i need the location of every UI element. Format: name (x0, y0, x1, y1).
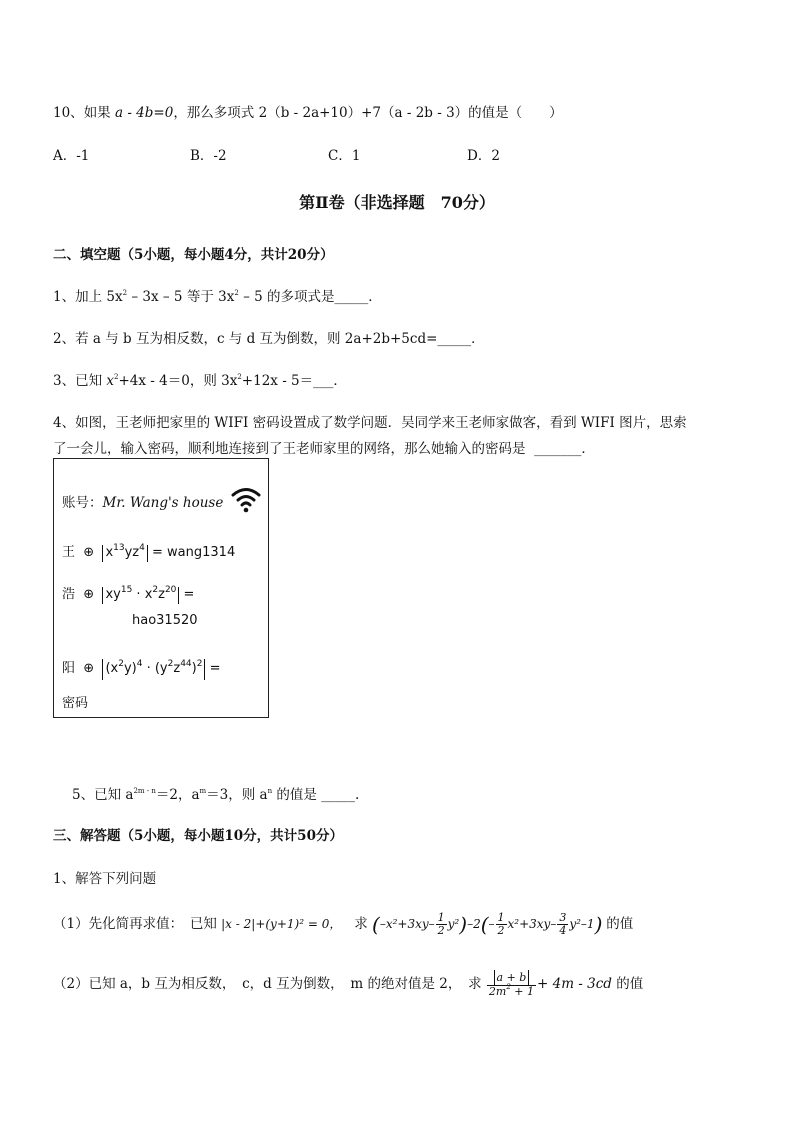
q10-condition: a - 4b=0 (114, 105, 174, 121)
solve-part-2: （2）已知 a，b 互为相反数， c，d 互为倒数， m 的绝对值是 2， 求 $\frac{a + b}{2m^2 + 1}$ + 4m - 3cd 的值 (53, 971, 644, 998)
answer-blank[interactable]: _____ (437, 331, 472, 347)
q10-expression: 2（b - 2a+10）+7（a - 2b - 3） (258, 105, 469, 121)
q10-option-b[interactable]: B．-2 (190, 148, 227, 164)
wifi-row-3: 阳 ⊕ $(x^2y)^4 \cdot (y^2z^{44})^2$ = (62, 657, 220, 680)
q10-option-c[interactable]: C．1 (328, 148, 361, 164)
wifi-figure (53, 458, 269, 718)
wifi-account: 账号：Mr. Wang's house (62, 495, 224, 511)
wifi-row-2: 浩 ⊕ $xy^{15} \cdot x^2z^{20}$ = (62, 585, 195, 602)
solve-part-1: （1）先化简再求值： 已知 |x - 2|+(y+1)² = 0， 求 (–x²+3xy– $\frac{1}{2}$ y²)–2(– $\frac{1}{2}$ x²+3xy– $\frac{3}{4}$ y²–1) 的值 (53, 911, 634, 937)
given-condition: |x - 2|+(y+1)² = 0， (221, 917, 342, 931)
question-10: 10、如果 a - 4b=0，那么多项式 2（b - 2a+10）+7（a - 2b - 3）的值是（ ） (53, 105, 563, 121)
wifi-row-1: 王 ⊕ $x^{13}yz^4$ = wang1314 (62, 543, 236, 560)
fill-question-1: 1、加上 $5x^2 - 3x - 5$ 等于 $3x^2 - 5$ 的多项式是_____． (53, 289, 382, 305)
fill-question-4-line1: 4、如图，王老师把家里的 WIFI 密码设置成了数学问题．吴同学来王老师家做客，看到 WIFI 图片，思索 (53, 415, 687, 431)
answer-blank[interactable]: _____ (321, 787, 355, 803)
q10-option-d[interactable]: D．2 (467, 148, 500, 164)
answer-blank[interactable]: _____ (334, 289, 369, 305)
wifi-row-3-result: 密码 (62, 696, 89, 711)
wifi-account-name: Mr. Wang's house (102, 495, 224, 511)
wifi-icon (230, 485, 262, 513)
expression-to-simplify: (–x²+3xy– $\frac{1}{2}$ y²)–2(– $\frac{1}{2}$ x²+3xy– $\frac{3}{4}$ y²–1) (372, 911, 603, 937)
solve-question-1: 1、解答下列问题 (53, 871, 157, 887)
wifi-row-2-result: hao31520 (132, 613, 198, 628)
fill-question-2: 2、若 a 与 b 互为相反数，c 与 d 互为倒数，则 2a+2b+5cd=_____． (53, 331, 485, 347)
fill-question-3: 3、已知 $x^2+4x - 4=0$，则 $3x^2+12x$ - 5＝___． (53, 373, 347, 389)
fill-question-4-line2: 了一会儿，输入密码，顺利地连接到了王老师家里的网络，那么她输入的密码是 _______． (53, 441, 595, 457)
q10-option-a[interactable]: A．-1 (53, 148, 90, 164)
answer-blank[interactable]: _______ (534, 441, 582, 457)
section-heading-fill: 二、填空题（5小题，每小题4分，共计20分） (53, 247, 334, 263)
fill-question-5: 5、已知 $a^{2m - n}=2$，$a^m=3$，则 $a^n$ 的值是 _____. (72, 787, 360, 803)
part-title: 第Ⅱ卷（非选择题 70分） (299, 193, 495, 212)
fraction-expression: $\frac{a + b}{2m^2 + 1}$ (488, 971, 534, 998)
answer-blank[interactable]: ___ (313, 373, 334, 389)
section-heading-solve: 三、解答题（5小题，每小题10分，共计50分） (53, 828, 343, 844)
